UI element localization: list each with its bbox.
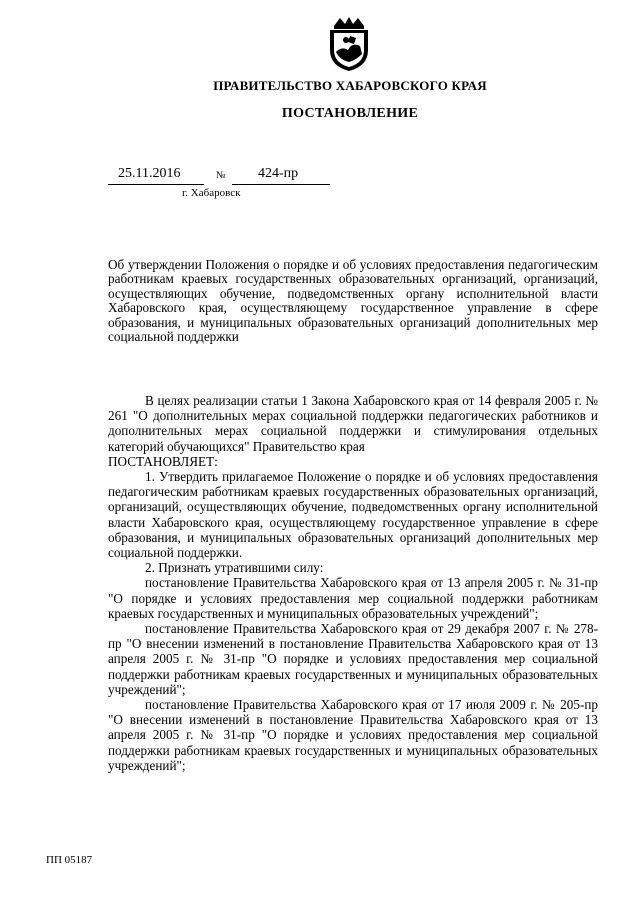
document-code: ПП 05187 — [46, 854, 93, 866]
government-title: ПРАВИТЕЛЬСТВО ХАБАРОВСКОГО КРАЯ — [213, 78, 487, 93]
document-subject: Об утверждении Положения о порядке и об условиях предоставления педагогическим работникам краевых государственных образовательных организаций, организаций, осуществляющих обучение, подведомственных органу исполнительной власти Хабаровского края, осуществляющему государственное управление в сфере образования, и муниципальных образовательных организаций дополнительных мер социальной поддержки — [108, 257, 598, 345]
item-2-paragraph: 2. Признать утратившими силу: — [145, 560, 324, 576]
document-body — [108, 393, 598, 773]
document-number: 424-пр — [258, 166, 299, 181]
preamble-paragraph: В целях реализации статьи 1 Закона Хабаровского края от 14 февраля 2005 г. № 261 "О дополнительных мерах социальной поддержки педагогических работников и дополнительных мерах социальной поддержки и стимулирования отдельных категорий обучающихся" Правительство края — [108, 393, 598, 454]
decree-word: ПОСТАНОВЛЯЕТ: — [108, 453, 218, 469]
document-date: 25.11.2016 — [118, 166, 181, 181]
item-1-paragraph: 1. Утвердить прилагаемое Положение о порядке и об условиях предоставления педагогическим работникам краевых государственных образовательных организаций, организаций, осуществляющих обучение, подведомственных органу исполнительной власти Хабаровского края, осуществляющему государственное управление в сфере образования, и муниципальных образовательных организаций дополнительных мер социальной поддержки. — [108, 469, 598, 561]
coat-of-arms-icon — [326, 16, 372, 72]
date-underline — [108, 184, 204, 185]
number-underline — [232, 184, 330, 185]
number-sign: № — [216, 170, 226, 181]
repealed-list-item: постановление Правительства Хабаровского края от 17 июля 2009 г. № 205-пр "О внесении изменений в постановление Правительства Хабаровского края от 13 апреля 2005 г. № 31-пр "О порядке и условиях предоставления мер социальной поддержки работникам краевых государственных и муниципальных образовательных учреждений"; — [108, 697, 598, 773]
city: г. Хабаровск — [182, 187, 241, 199]
repealed-list-item: постановление Правительства Хабаровского края от 13 апреля 2005 г. № 31-пр "О порядке и условиях предоставления мер социальной поддержки работникам краевых государственных и муниципальных образовательных учреждений"; — [108, 575, 598, 621]
document-type: ПОСТАНОВЛЕНИЕ — [281, 106, 419, 121]
repealed-list-item: постановление Правительства Хабаровского края от 29 декабря 2007 г. № 278-пр "О внесении изменений в постановление Правительства Хабаровского края от 13 апреля 2005 г. № 31-пр "О порядке и условиях предоставления мер социальной поддержки работникам краевых государственных и муниципальных образовательных учреждений"; — [108, 621, 598, 697]
